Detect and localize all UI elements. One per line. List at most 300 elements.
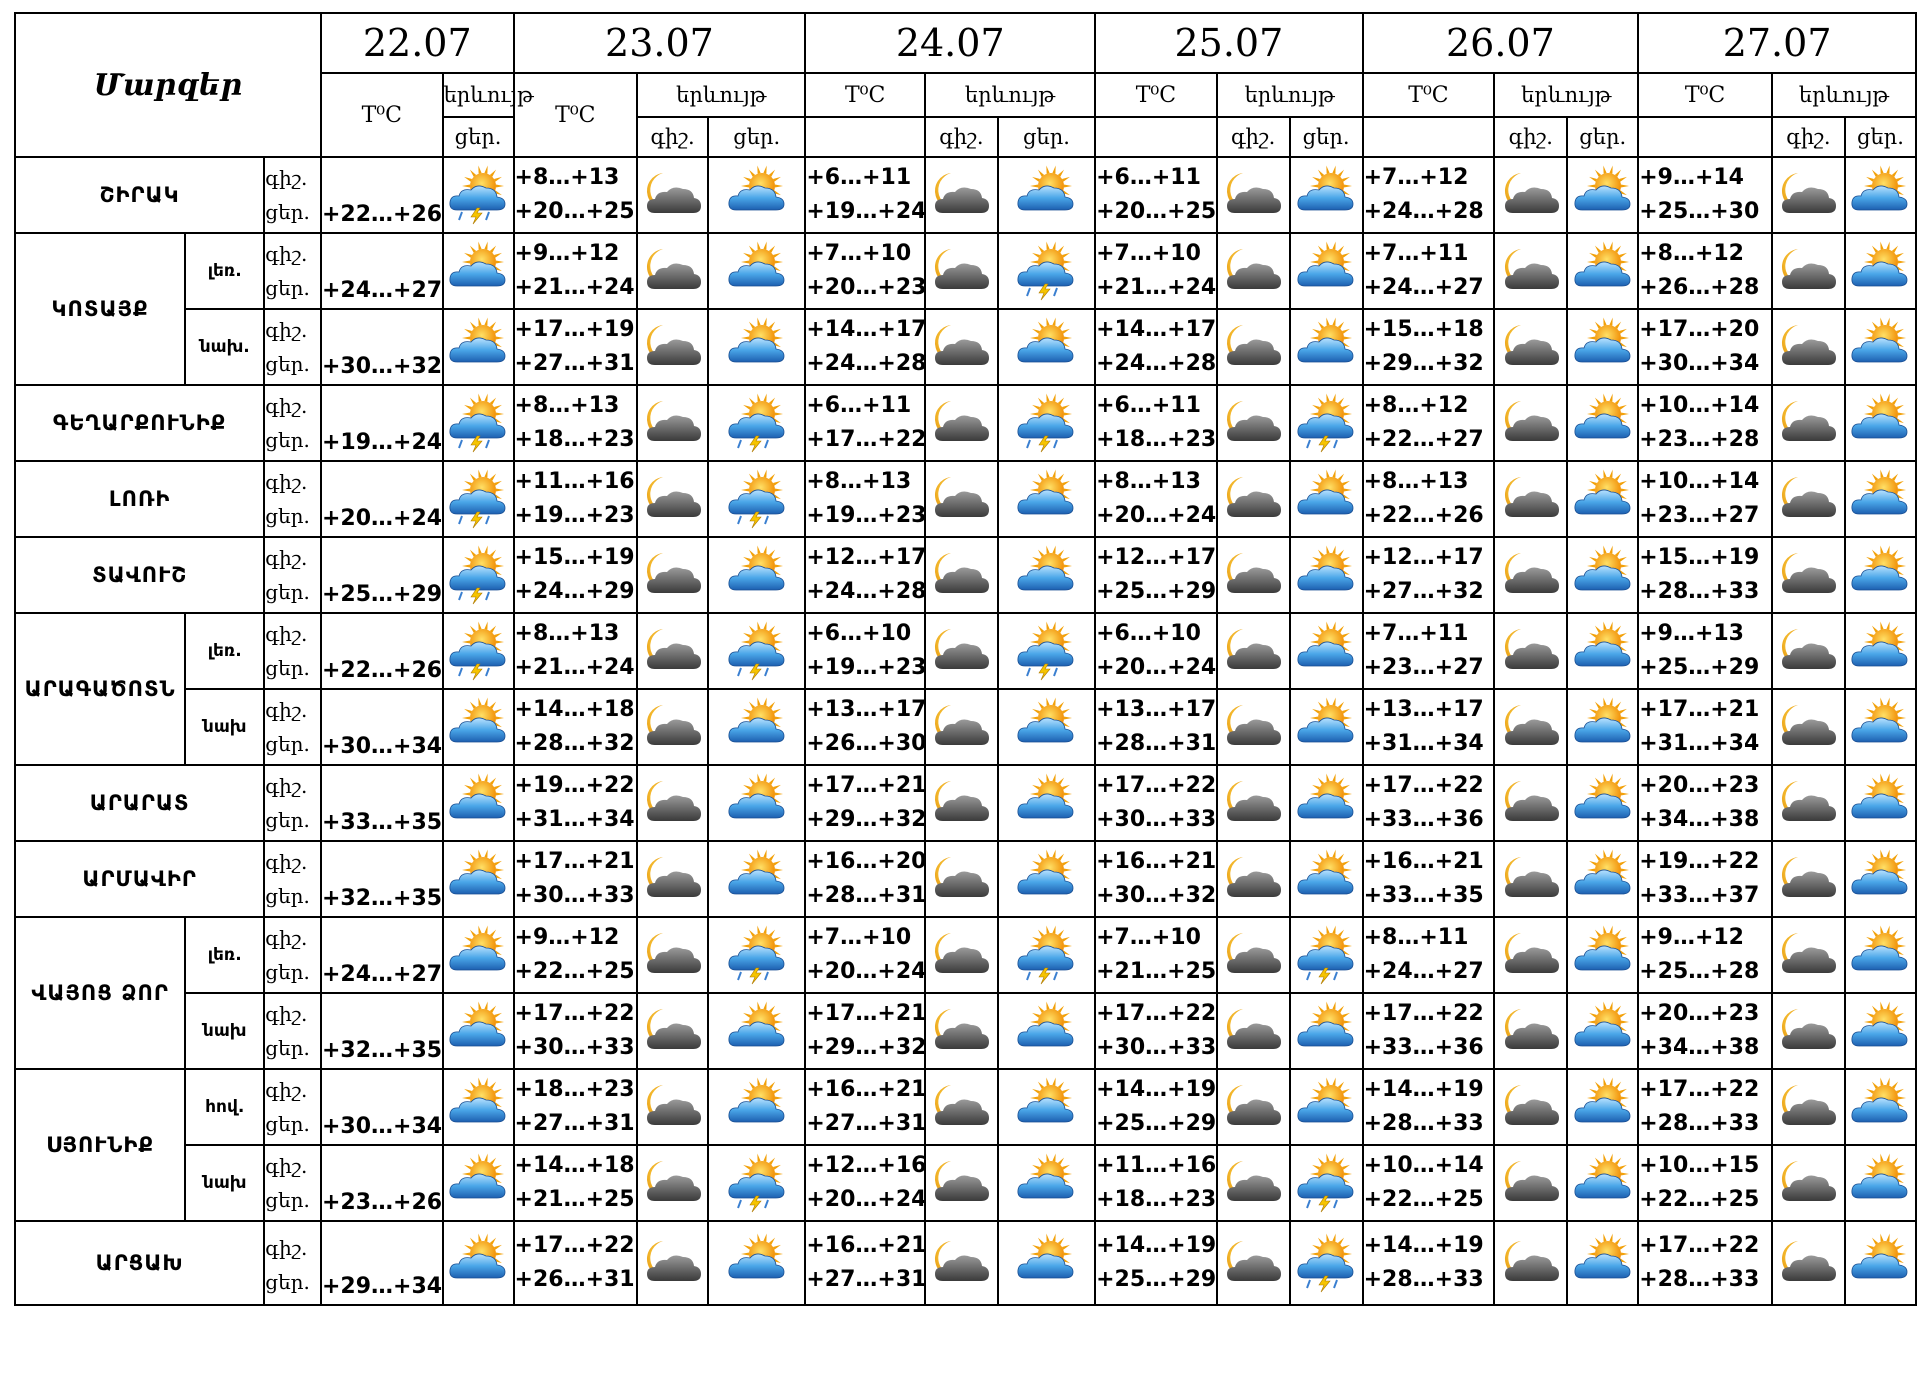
day-icon-cell [708,841,805,917]
day-icon-cell [708,1221,805,1305]
temp-cell [1095,917,1217,993]
night-temp: +14…+17 [806,317,927,342]
night-temp: +15…+18 [1363,317,1484,342]
weather-icon-cell [443,917,514,993]
night-label: գիշ. [265,166,308,190]
spacer [322,240,442,274]
day-temp: +24…+28 [806,579,927,604]
moon-cloud-icon [638,397,707,449]
day-temp: +25…+29 [1096,579,1217,604]
day-icon-cell [1290,917,1363,993]
night-icon-cell [925,613,998,689]
night-icon-cell [925,1221,998,1305]
night-icon-cell [1217,157,1290,233]
night-temp: +7…+10 [1096,241,1201,266]
night-label: գիշ. [939,125,984,149]
night-temp: +17…+22 [1363,773,1484,798]
night-temp: +9…+14 [1639,165,1744,190]
sun-cloud-icon [999,1234,1094,1292]
night-icon-cell [925,157,998,233]
day-temp: +20…+24 [806,959,927,984]
sun-cloud-icon [1846,1002,1915,1060]
header-dates-row [15,13,1916,73]
night-icon-cell [1494,537,1567,613]
temp-cell [1095,1145,1217,1221]
night-icon-cell [925,461,998,537]
sun-cloud-icon [444,926,513,984]
day-icon-cell [1845,917,1916,993]
moon-cloud-icon [1218,777,1289,829]
empty-cell [1638,117,1772,157]
moon-cloud-icon [1773,701,1844,753]
day-icon-cell [1845,233,1916,309]
zone-name [185,689,264,765]
moon-cloud-icon [926,1237,997,1289]
night-temp: +16…+20 [806,849,927,874]
day-temp: +27…+31 [806,1267,927,1292]
period-labels [264,309,321,385]
temp-cell [321,917,443,993]
temp-cell [514,613,638,689]
temp-cell [1095,993,1217,1069]
night-temp: +8…+13 [514,393,620,418]
night-temp: +17…+22 [514,1233,635,1258]
day-temp: +19…+23 [514,503,635,528]
day-icon-cell [1567,1221,1638,1305]
day-temp: +26…+28 [1639,275,1760,300]
day-temp: +30…+33 [1096,807,1217,832]
night-icon-cell [637,157,708,233]
zone-name [185,613,264,689]
sun-cloud-icon [1568,622,1637,680]
moon-cloud-icon [1773,397,1844,449]
night-icon-cell [1494,157,1567,233]
table-row [15,537,1916,613]
day-icon-cell [708,689,805,765]
day-temp: +30…+33 [514,883,635,908]
regions-header [15,13,321,157]
day-label: ցեր. [1023,125,1070,149]
sun-cloud-storm-icon [1291,1154,1362,1212]
night-temp: +9…+12 [514,241,620,266]
table-row [15,917,1916,993]
night-temp: +17…+22 [1639,1077,1760,1102]
night-icon-cell [637,765,708,841]
day-icon-cell [998,233,1095,309]
sun-cloud-storm-icon [1291,926,1362,984]
night-icon-cell [637,385,708,461]
moon-cloud-icon [926,701,997,753]
temp-cell [1638,309,1772,385]
night-temp: +15…+19 [514,545,635,570]
day-icon-cell [1567,993,1638,1069]
sun-cloud-storm-icon [444,546,513,604]
temp-cell [1095,233,1217,309]
temp-cell [514,461,638,537]
day-icon-cell [1567,461,1638,537]
night-icon-cell [1772,765,1845,841]
day-temp: +21…+24 [514,655,635,680]
weather-header [1217,73,1363,117]
sun-cloud-storm-icon [709,622,804,680]
night-header [1772,117,1845,157]
sun-cloud-icon [1568,166,1637,224]
night-icon-cell [1494,461,1567,537]
temp-cell [321,1069,443,1145]
night-temp: +6…+11 [1096,393,1201,418]
day-temp: +30…+34 [322,734,443,759]
day-temp: +31…+34 [514,807,635,832]
moon-cloud-icon [1218,1081,1289,1133]
temp-cell [1363,613,1495,689]
night-label: գիշ. [265,470,308,494]
night-label: գիշ. [265,242,308,266]
moon-cloud-icon [1773,929,1844,981]
moon-cloud-icon [926,777,997,829]
day-icon-cell [1845,689,1916,765]
sun-cloud-storm-icon [1291,394,1362,452]
night-label: գիշ. [265,1236,308,1260]
temp-cell [514,1221,638,1305]
sun-cloud-icon [444,1002,513,1060]
day-temp: +29…+34 [322,1274,443,1299]
table-row [15,1221,1916,1305]
moon-cloud-icon [1218,245,1289,297]
day-temp: +29…+32 [806,1035,927,1060]
day-temp: +30…+32 [1096,883,1217,908]
sun-cloud-icon [1846,698,1915,756]
night-label: գիշ. [265,1002,308,1026]
sun-cloud-icon [444,1154,513,1212]
period-labels [264,1069,321,1145]
night-icon-cell [637,537,708,613]
day-icon-cell [1290,309,1363,385]
weather-label: երևույթ [964,83,1056,107]
zone-name [185,309,264,385]
day-temp: +33…+36 [1363,807,1484,832]
day-icon-cell [998,1069,1095,1145]
day-icon-cell [1567,309,1638,385]
temp-cell [321,309,443,385]
zone-label: նախ. [199,337,250,357]
sun-cloud-icon [1291,242,1362,300]
temp-cell [514,1069,638,1145]
night-icon-cell [1217,385,1290,461]
night-temp: +11…+16 [1096,1153,1217,1178]
moon-cloud-icon [1495,473,1566,525]
sun-cloud-storm-icon [444,394,513,452]
night-label: գիշ. [265,318,308,342]
moon-cloud-icon [1495,1081,1566,1133]
sun-cloud-icon [1568,926,1637,984]
temp-cell [1363,157,1495,233]
sun-cloud-icon [1568,546,1637,604]
night-icon-cell [1772,993,1845,1069]
period-labels [264,157,321,233]
day-label: ցեր. [265,1188,310,1212]
day-icon-cell [1845,1069,1916,1145]
day-label: ցեր. [733,125,781,149]
zone-name [185,993,264,1069]
day-label: ցեր. [265,656,310,680]
region-name [15,537,264,613]
sun-cloud-icon [1568,394,1637,452]
temp-cell [1095,309,1217,385]
moon-cloud-icon [926,397,997,449]
night-icon-cell [925,917,998,993]
day-icon-cell [998,1145,1095,1221]
night-icon-cell [925,233,998,309]
date-header [1363,13,1639,73]
night-temp: +12…+17 [1363,545,1484,570]
temp-cell [1363,1145,1495,1221]
day-icon-cell [1845,613,1916,689]
day-temp: +20…+24 [806,1187,927,1212]
day-temp: +21…+25 [514,1187,635,1212]
date-header [514,13,806,73]
day-header [443,117,514,157]
weather-icon-cell [443,993,514,1069]
night-temp: +17…+21 [806,773,927,798]
sun-cloud-icon [444,698,513,756]
night-header [925,117,998,157]
day-icon-cell [1845,841,1916,917]
night-temp: +6…+11 [1096,165,1201,190]
temp-cell [1363,841,1495,917]
sun-cloud-icon [999,1002,1094,1060]
day-label: ցեր. [265,1112,310,1136]
day-temp: +17…+22 [806,427,927,452]
night-temp: +16…+21 [806,1233,927,1258]
night-temp: +8…+13 [1363,469,1469,494]
night-label: գիշ. [265,546,308,570]
sun-cloud-icon [709,546,804,604]
temp-cell [1638,537,1772,613]
day-icon-cell [1290,1069,1363,1145]
day-temp: +23…+27 [1363,655,1484,680]
temp-cell [321,461,443,537]
temp-cell [321,841,443,917]
day-icon-cell [1567,765,1638,841]
day-label: ցեր. [265,808,310,832]
moon-cloud-icon [1218,549,1289,601]
sun-cloud-icon [999,546,1094,604]
night-icon-cell [1772,613,1845,689]
night-temp: +17…+22 [1096,773,1217,798]
temp-cell [321,689,443,765]
day-icon-cell [708,461,805,537]
night-icon-cell [1772,233,1845,309]
day-icon-cell [1290,461,1363,537]
night-icon-cell [1217,689,1290,765]
weather-icon-cell [443,1145,514,1221]
sun-cloud-icon [709,318,804,376]
sun-cloud-icon [1846,1234,1915,1292]
night-icon-cell [925,765,998,841]
moon-cloud-icon [1495,1237,1566,1289]
sun-cloud-icon [1568,1002,1637,1060]
moon-cloud-icon [638,1237,707,1289]
night-temp: +13…+17 [1096,697,1217,722]
day-temp: +25…+29 [1639,655,1760,680]
temp-cell [1363,233,1495,309]
temp-label: T⁰C [555,102,596,128]
night-icon-cell [637,917,708,993]
temp-header [321,73,443,157]
day-temp: +22…+27 [1363,427,1484,452]
temp-cell [1638,765,1772,841]
zone-name [185,233,264,309]
temp-cell [514,841,638,917]
spacer [322,772,442,806]
day-temp: +28…+33 [1639,1111,1760,1136]
weather-icon-cell [443,157,514,233]
sun-cloud-icon [709,850,804,908]
sun-cloud-icon [999,166,1094,224]
night-icon-cell [925,537,998,613]
day-temp: +26…+31 [514,1267,635,1292]
day-temp: +21…+24 [514,275,635,300]
region-name [15,157,264,233]
zone-label: հով. [205,1097,245,1117]
night-temp: +16…+21 [806,1077,927,1102]
day-temp: +24…+27 [1363,959,1484,984]
region-name [15,1221,264,1305]
night-temp: +6…+11 [806,393,912,418]
weather-label: երևույթ [443,83,534,107]
night-label: գիշ. [265,394,308,418]
day-temp: +20…+24 [1096,503,1217,528]
temp-cell [514,917,638,993]
temp-cell [321,1145,443,1221]
night-temp: +19…+22 [1639,849,1760,874]
sun-cloud-icon [444,774,513,832]
night-temp: +14…+19 [1096,1077,1217,1102]
moon-cloud-icon [638,473,707,525]
night-label: գիշ. [265,1078,308,1102]
night-temp: +6…+10 [806,621,912,646]
night-icon-cell [1494,613,1567,689]
night-temp: +9…+12 [1639,925,1744,950]
region-name [15,613,185,765]
day-temp: +22…+25 [1639,1187,1760,1212]
moon-cloud-icon [638,549,707,601]
night-icon-cell [637,841,708,917]
empty-cell [1363,117,1495,157]
moon-cloud-icon [638,1005,707,1057]
sun-cloud-icon [709,1078,804,1136]
day-icon-cell [1290,537,1363,613]
temp-cell [1095,537,1217,613]
region-name [15,1069,185,1221]
moon-cloud-icon [1218,473,1289,525]
day-temp: +31…+34 [1363,731,1484,756]
regions-header-label: Մարզեր [93,67,243,103]
day-icon-cell [998,765,1095,841]
table-row [15,233,1916,309]
region-label: ՏԱՎՈՒՇ [92,563,188,587]
day-temp: +27…+31 [806,1111,927,1136]
day-label: ցեր. [265,580,310,604]
moon-cloud-icon [1218,1005,1289,1057]
temp-cell [514,157,638,233]
table-row [15,613,1916,689]
day-icon-cell [1567,689,1638,765]
night-icon-cell [925,1145,998,1221]
day-icon-cell [1567,613,1638,689]
temp-label: T⁰C [361,102,402,128]
night-icon-cell [1494,1221,1567,1305]
spacer [322,1000,442,1034]
day-icon-cell [998,613,1095,689]
moon-cloud-icon [1218,929,1289,981]
night-label: գիշ. [1508,125,1553,149]
day-temp: +20…+25 [1096,199,1217,224]
temp-cell [1363,917,1495,993]
zone-label: լեռ. [207,641,242,661]
day-temp: +30…+34 [1639,351,1760,376]
weather-icon-cell [443,765,514,841]
night-temp: +7…+12 [1363,165,1469,190]
day-temp: +24…+29 [514,579,635,604]
sun-cloud-icon [1846,242,1915,300]
day-icon-cell [1845,157,1916,233]
night-icon-cell [637,689,708,765]
day-temp: +20…+24 [322,506,443,531]
night-icon-cell [637,309,708,385]
night-temp: +10…+14 [1639,469,1760,494]
night-temp: +14…+19 [1363,1077,1484,1102]
night-temp: +7…+10 [1096,925,1201,950]
zone-label: նախ [202,1173,247,1193]
temp-header [1363,73,1495,117]
sun-cloud-icon [1846,774,1915,832]
weather-icon-cell [443,233,514,309]
temp-cell [514,1145,638,1221]
temp-cell [1095,1069,1217,1145]
night-temp: +8…+13 [514,621,620,646]
night-icon-cell [637,613,708,689]
night-label: գիշ. [265,622,308,646]
night-temp: +8…+12 [1363,393,1469,418]
night-icon-cell [1217,917,1290,993]
day-icon-cell [1845,537,1916,613]
day-temp: +24…+28 [1363,199,1484,224]
temp-header [805,73,925,117]
day-temp: +24…+27 [322,278,443,303]
sun-cloud-icon [709,1002,804,1060]
day-temp: +21…+24 [1096,275,1217,300]
day-temp: +19…+23 [806,655,927,680]
date-label: 25.07 [1174,21,1284,65]
sun-cloud-icon [709,242,804,300]
sun-cloud-icon [1291,470,1362,528]
moon-cloud-icon [1773,1157,1844,1209]
date-label: 27.07 [1722,21,1832,65]
temp-cell [321,1221,443,1305]
sun-cloud-storm-icon [999,242,1094,300]
day-icon-cell [708,157,805,233]
zone-name [185,1069,264,1145]
night-icon-cell [1217,1145,1290,1221]
day-temp: +30…+33 [1096,1035,1217,1060]
sun-cloud-icon [1568,774,1637,832]
moon-cloud-icon [1495,1157,1566,1209]
night-icon-cell [1494,689,1567,765]
period-labels [264,689,321,765]
day-icon-cell [708,765,805,841]
sun-cloud-icon [1568,850,1637,908]
